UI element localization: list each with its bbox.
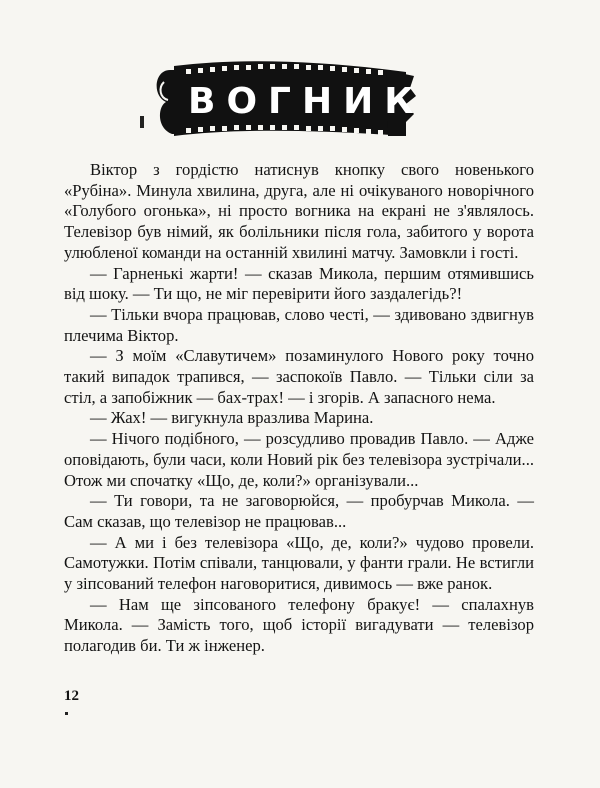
paragraph: — З моїм «Славутичем» позаминулого Нового року точно такий випадок трапився, — заспокоїв Павло. — Тільки сіли за стіл, а запобіжник — бах-трах! — і згорів. А запасного нема. <box>64 346 534 407</box>
paragraph: — Тільки вчора працював, слово честі, — здивовано здвигнув плечима Віктор. <box>64 304 534 345</box>
decorative-mark <box>140 116 144 128</box>
title-banner <box>148 52 425 148</box>
paragraph: — Нам ще зіпсованого телефону бракує! — спалахнув Микола. — Замість того, щоб історії вигадувати — телевізор полагодив би. Ти ж інженер. <box>64 594 534 656</box>
paragraph: — Нічого подібного, — розсудливо провадив Павло. — Адже оповідають, були часи, коли Новий рік без телевізора зустрічали... Отож ми спочатку «Що, де, коли?» організували... <box>64 429 534 490</box>
page-number: 12 <box>64 688 79 704</box>
page-title: ВОГНИК <box>188 81 425 122</box>
paragraph: — Ти говори, та не заговорюйся, — пробурчав Микола. — Сам сказав, що телевізор не працював... <box>64 491 534 531</box>
story-text <box>64 160 534 657</box>
paragraph: — Гарненькі жарти! — сказав Микола, першим отямившись від шоку. — Ти що, не міг перевірити його заздалегідь?! <box>64 263 534 304</box>
paragraph: — Жах! — вигукнула вразлива Марина. <box>90 408 374 428</box>
paragraph: Віктор з гордістю натиснув кнопку свого новенького «Рубіна». Минула хвилина, друга, але ні очікуваного новорічного «Голубого огонька», ні просто вогника на екрані не з'являлось. Телевізор був німий, як болільники після гола, забитого у ворота улюбленої команди на останній хвилині матчу. Замовкли і гості. <box>64 160 534 262</box>
decorative-dot <box>65 712 68 715</box>
paragraph: — А ми і без телевізора «Що, де, коли?» чудово провели. Самотужки. Потім співали, танцювали, у фанти грали. Не встигли у зіпсований телефон наговоритися, дивимось — вже ранок. <box>64 532 534 594</box>
